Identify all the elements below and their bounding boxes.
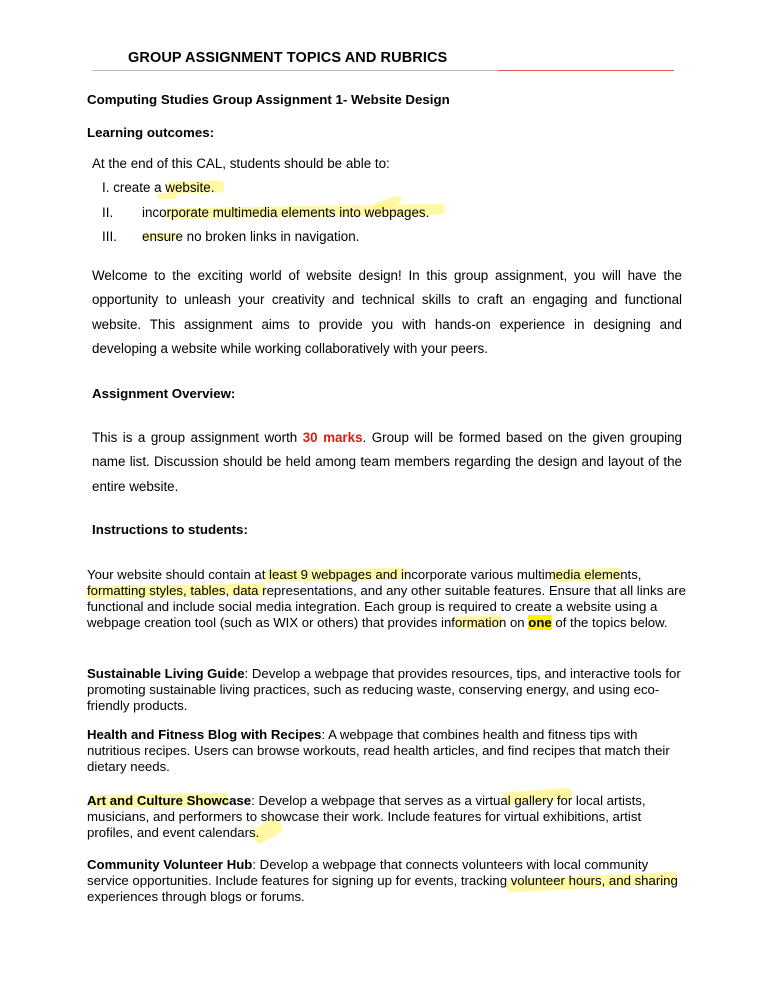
topic-item: Health and Fitness Blog with Recipes: A webpage that combines health and fitness tips with nutritious recipes. Users can browse workouts, read health articles, and find recipes that match their dietary needs.	[87, 727, 670, 774]
outcome-item-text: incorporate multimedia elements into webpages.	[142, 205, 430, 220]
header-divider-accent	[498, 70, 674, 71]
learning-outcomes-intro: At the end of this CAL, students should be able to:	[92, 156, 390, 171]
outcome-item: I. create a website.	[102, 180, 215, 195]
overview-heading: Assignment Overview:	[92, 386, 236, 401]
welcome-paragraph: Welcome to the exciting world of website design! In this group assignment, you will have the opportunity to unleash your creativity and technical skills to craft an engaging and functional website. This assignment aims to provide you with hands-on experience in designing and developing a website while working collaboratively with your peers.	[92, 268, 682, 357]
topic-item: Community Volunteer Hub: Develop a webpage that connects volunteers with local community service opportunities. Include features for signing up for events, tracking volunteer hours, and sharing experiences through blogs or forums.	[87, 857, 678, 904]
outcome-item: III.	[102, 229, 117, 244]
topic-title: Community Volunteer Hub	[87, 857, 253, 872]
outcome-item: II.	[102, 205, 114, 220]
topic-item: Sustainable Living Guide: Develop a webpage that provides resources, tips, and interactive tools for promoting sustainable living practices, such as reducing waste, conserving energy, and using eco-friendly products.	[87, 666, 681, 713]
learning-outcomes-heading: Learning outcomes:	[87, 125, 215, 140]
topic-title: Sustainable Living Guide	[87, 666, 245, 681]
highlighted-one: one	[528, 615, 552, 630]
marks-value: 30 marks	[302, 430, 363, 445]
instructions-paragraph: Your website should contain at least 9 webpages and incorporate various multimedia elements, formatting styles, tables, data representations, and any other suitable features. Ensure that all links are functional and include social media integration. Each group is required to create a website using a webpage creation tool (such as WIX or others) that provides information on one of the topics below.	[87, 567, 686, 630]
outcome-item-text: ensure no broken links in navigation.	[142, 229, 360, 244]
overview-paragraph: This is a group assignment worth 30 marks. Group will be formed based on the given grouping name list. Discussion should be held among team members regarding the design and layout of the entire website.	[92, 430, 682, 494]
topic-title: Art and Culture Showcase	[87, 793, 252, 808]
instructions-heading: Instructions to students:	[92, 522, 248, 537]
page-header-title: GROUP ASSIGNMENT TOPICS AND RUBRICS	[128, 50, 448, 66]
assignment-title: Computing Studies Group Assignment 1- Website Design	[87, 92, 450, 107]
topic-title: Health and Fitness Blog with Recipes	[87, 727, 322, 742]
topic-item: Art and Culture Showcase: Develop a webpage that serves as a virtual gallery for local artists, musicians, and performers to showcase their work. Include features for virtual exhibitions, artist profiles, and event calendars.	[87, 793, 646, 840]
